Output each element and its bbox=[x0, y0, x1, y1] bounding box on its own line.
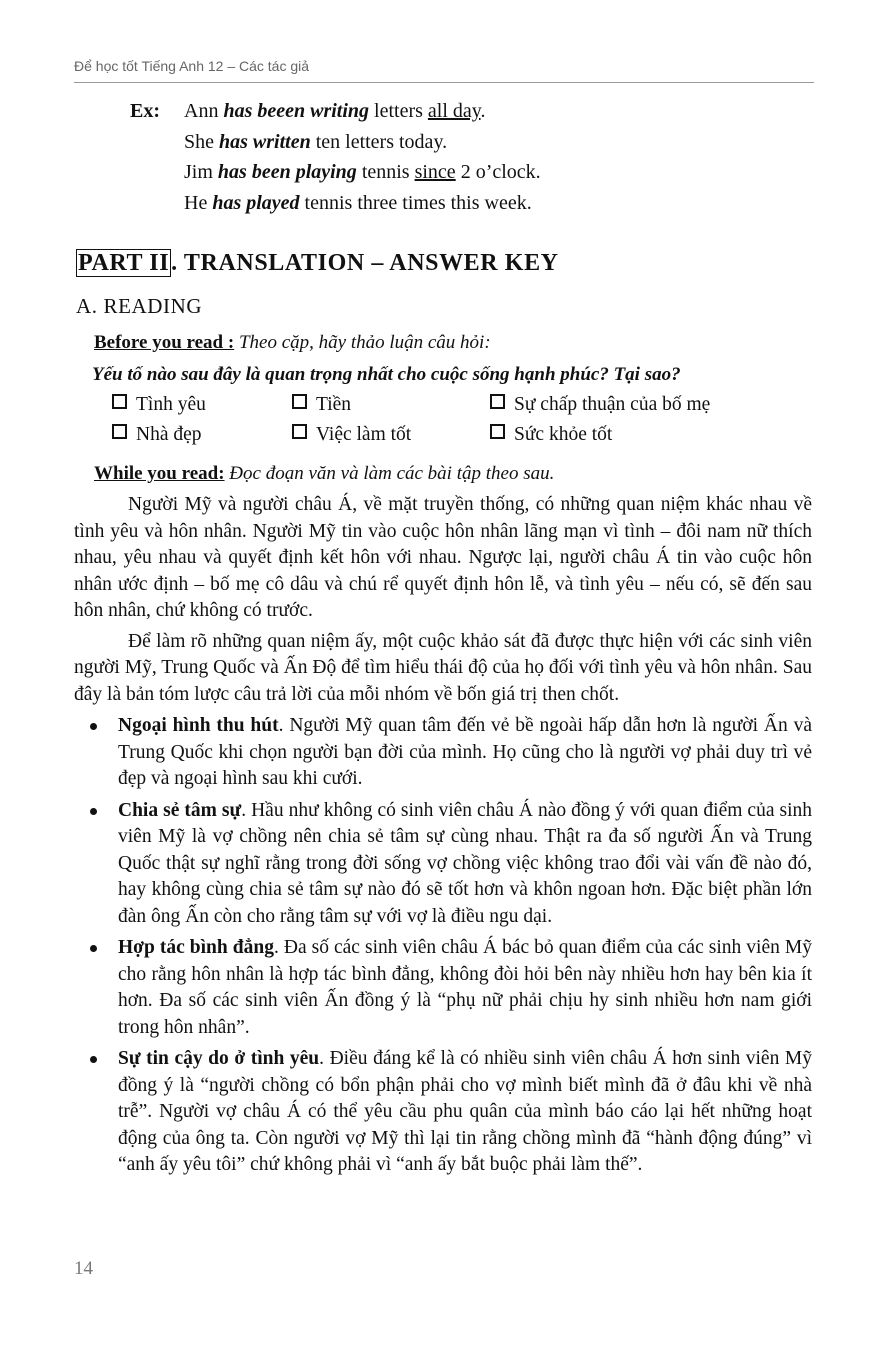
section-heading: A. READING bbox=[76, 294, 203, 318]
option-item: Nhà đẹp bbox=[112, 424, 202, 446]
part-heading: PART II. TRANSLATION – ANSWER KEY bbox=[78, 250, 559, 276]
example-line: Jim has been playing tennis since 2 o’clock. bbox=[184, 161, 541, 183]
checkbox-icon bbox=[112, 424, 127, 439]
bullet-icon bbox=[90, 1056, 97, 1063]
option-item: Tình yêu bbox=[112, 394, 206, 416]
list-item: Ngoại hình thu hút. Người Mỹ quan tâm đến vẻ bề ngoài hấp dẫn hơn là người Ấn và Trung Quốc khi chọn người bạn đời của mình. Họ cũng cho là người vợ phải duy trì vẻ đẹp và ngoại hình sau khi cưới. bbox=[118, 713, 812, 793]
discussion-question: Yếu tố nào sau đây là quan trọng nhất cho cuộc sống hạnh phúc? Tại sao? bbox=[92, 364, 681, 385]
list-item: Chia sẻ tâm sự. Hầu như không có sinh viên châu Á nào đồng ý với quan điểm của sinh viên Mỹ là vợ chồng nên chia sẻ tâm sự cùng nhau. Thật ra đa số người Ấn và Trung Quốc thật sự nghĩ rằng trong đời sống vợ chồng việc không trao đổi vài vấn đề nào đó, hay không cùng chia sẻ tâm sự nào đó sẽ tốt hơn và khôn ngoan hơn. Đặc biệt phần lớn đàn ông Ấn còn cho rằng tâm sự với vợ là điều ngu dại. bbox=[118, 798, 812, 931]
list-item: Sự tin cậy do ở tình yêu. Điều đáng kể là có nhiều sinh viên châu Á hơn sinh viên Mỹ đồng ý là “người chồng có bổn phận phải cho vợ mình biết mình đã ở đâu khi về nhà trễ”. Người vợ châu Á có thể yêu cầu phu quân của mình báo cáo lại hết những hoạt động của ông ta. Còn người vợ Mỹ thì lại tin rằng chồng mình đã “hành động đúng” vì “anh ấy yêu tôi” chứ không phải vì “anh ấy bắt buộc phải làm thế”. bbox=[118, 1046, 812, 1179]
bullet-icon bbox=[90, 723, 97, 730]
page-number: 14 bbox=[74, 1258, 93, 1279]
example-line: Ann has beeen writing letters all day. bbox=[184, 100, 486, 122]
reading-body bbox=[74, 492, 812, 1184]
option-item: Tiền bbox=[292, 394, 351, 416]
checkbox-icon bbox=[490, 424, 505, 439]
while-you-read: While you read: Đọc đoạn văn và làm các bài tập theo sau. bbox=[94, 463, 555, 484]
paragraph: Người Mỹ và người châu Á, về mặt truyền thống, có những quan niệm khác nhau về tình yêu và hôn nhân. Người Mỹ tin vào cuộc hôn nhân lãng mạn vì tình – đôi nam nữ thích nhau, yêu nhau và quyết định kết hôn với nhau. Ngược lại, người châu Á tin vào cuộc hôn nhân ước định – bố mẹ cô dâu và chú rể quyết định hôn lễ, và tình yêu – nếu có, sẽ đến sau hôn nhân, chứ không có trước. bbox=[74, 494, 812, 621]
checkbox-icon bbox=[490, 394, 505, 409]
option-item: Việc làm tốt bbox=[292, 424, 411, 446]
part-box: PART II bbox=[78, 250, 170, 276]
before-you-read: Before you read : Theo cặp, hãy thảo luận câu hỏi: bbox=[94, 332, 491, 353]
running-header: Để học tốt Tiếng Anh 12 – Các tác giả bbox=[74, 58, 310, 74]
list-item: Hợp tác bình đẳng. Đa số các sinh viên châu Á bác bỏ quan điểm của các sinh viên Mỹ cho rằng hôn nhân là hợp tác bình đẳng, không đòi hỏi bên này nhiều hơn hay bên kia ít hơn. Đa số các sinh viên Ấn đồng ý là “phụ nữ phải chịu hy sinh nhiều hơn nam giới trong hôn nhân”. bbox=[118, 935, 812, 1041]
example-line: She has written ten letters today. bbox=[184, 130, 448, 153]
checkbox-icon bbox=[112, 394, 127, 409]
option-item: Sự chấp thuận của bố mẹ bbox=[490, 394, 710, 416]
checkbox-icon bbox=[292, 424, 307, 439]
option-item: Sức khỏe tốt bbox=[490, 424, 612, 446]
bullet-icon bbox=[90, 808, 97, 815]
examples-label: Ex: bbox=[130, 100, 160, 122]
key-values-list bbox=[74, 713, 812, 1179]
example-line: He has played tennis three times this week. bbox=[184, 191, 532, 214]
checkbox-icon bbox=[292, 394, 307, 409]
header-rule bbox=[74, 82, 814, 83]
paragraph: Để làm rõ những quan niệm ấy, một cuộc khảo sát đã được thực hiện với các sinh viên người Mỹ, Trung Quốc và Ấn Độ để tìm hiểu thái độ của họ đối với tình yêu và hôn nhân. Sau đây là bản tóm lược câu trả lời của mỗi nhóm về bốn giá trị then chốt. bbox=[74, 630, 812, 705]
bullet-icon bbox=[90, 945, 97, 952]
